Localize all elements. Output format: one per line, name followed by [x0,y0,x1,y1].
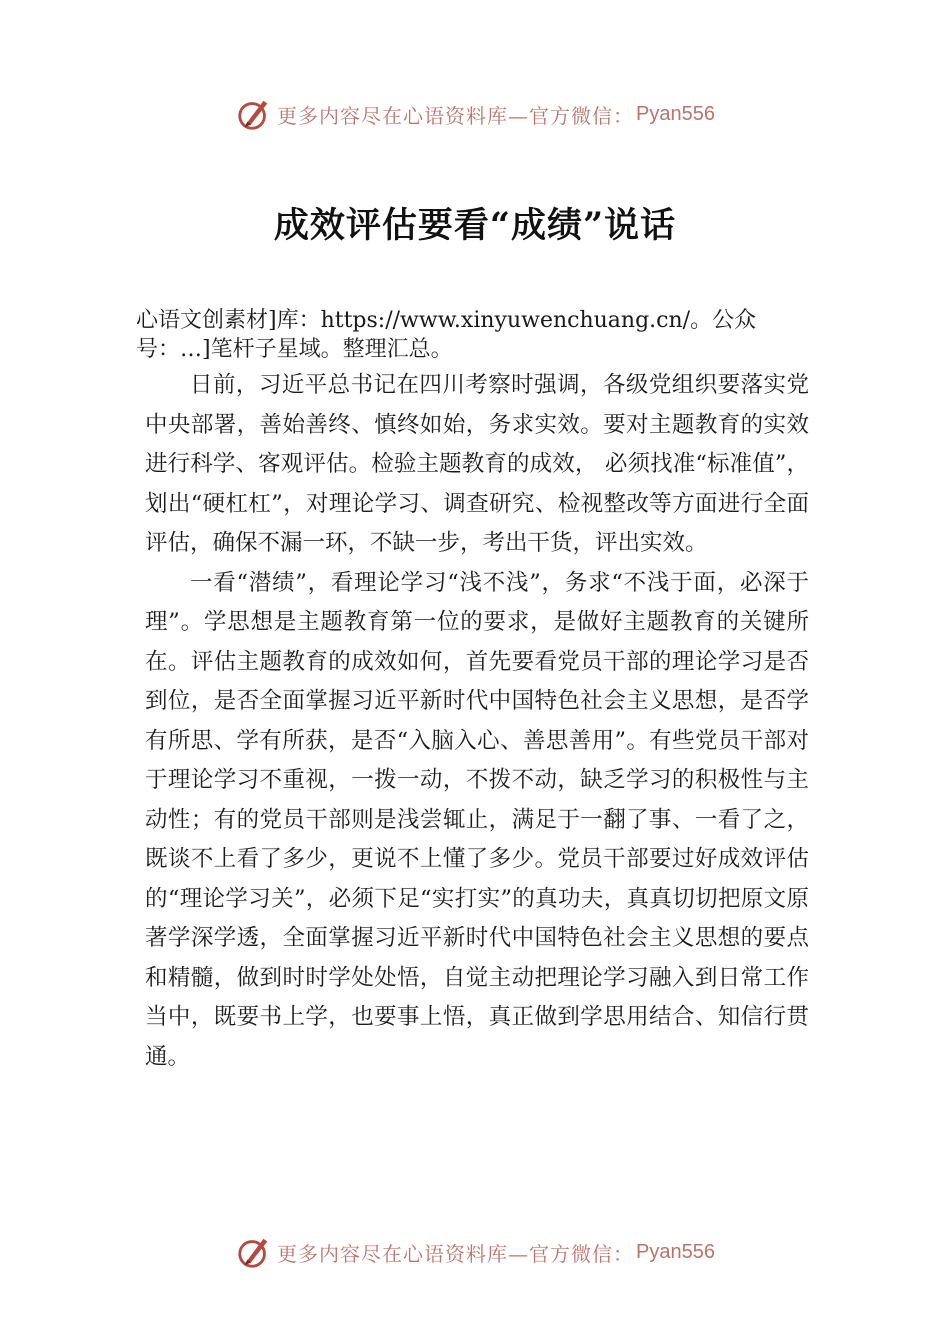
banner-text: 更多内容尽在心语资料库—官方微信： [277,1241,635,1266]
quill-logo-icon [235,1233,273,1271]
article-body [145,366,809,1077]
banner-text: 更多内容尽在心语资料库—官方微信： [277,103,635,128]
paragraph-2: 一看“潜绩”，看理论学习“浅不浅”，务求“不浅于面，必深于理”。学思想是主题教育第一位的要求，是做好主题教育的关键所在。评估主题教育的成效如何，首先要看党员干部的理论学习是否到位，是否全面掌握习近平新时代中国特色社会主义思想，是否学有所思、学有所获，是否“入脑入心、善思善用”。有些党员干部对于理论学习不重视，一拨一动，不拨不动，缺乏学习的积极性与主动性；有的党员干部则是浅尝辄止，满足于一翻了事、一看了之，既谈不上看了多少，更说不上懂了多少。党员干部要过好成效评估的“理论学习关”，必须下足“实打实”的真功夫，真真切切把原文原著学深学透，全面掌握习近平新时代中国特色社会主义思想的要点和精髓，做到时时学处处悟，自觉主动把理论学习融入到日常工作当中，既要书上学，也要事上悟，真正做到学思用结合、知信行贯通。 [145,569,809,1070]
page-title: 成效评估要看“成绩”说话 [273,205,677,246]
banner-wechat-id: Pyan556 [636,102,715,125]
source-note: 心语文创素材]库：https://www.xinyuwenchuang.cn/。公众号：…]笔杆子星域。整理汇总。 [136,308,757,362]
footer-watermark-banner [0,1230,950,1274]
paragraph-1: 日前，习近平总书记在四川考察时强调，各级党组织要落实党中央部署，善始善终、慎终如始，务求实效。要对主题教育的实效进行科学、客观评估。检验主题教育的成效， 必须找准“标准值”，划出“硬杠杠”，对理论学习、调查研究、检视整改等方面进行全面评估，确保不漏一环，不缺一步，考出干货，评出实效。 [145,372,809,556]
quill-logo-icon [235,95,273,133]
banner-wechat-id: Pyan556 [636,1240,715,1263]
header-watermark-banner [0,92,950,136]
